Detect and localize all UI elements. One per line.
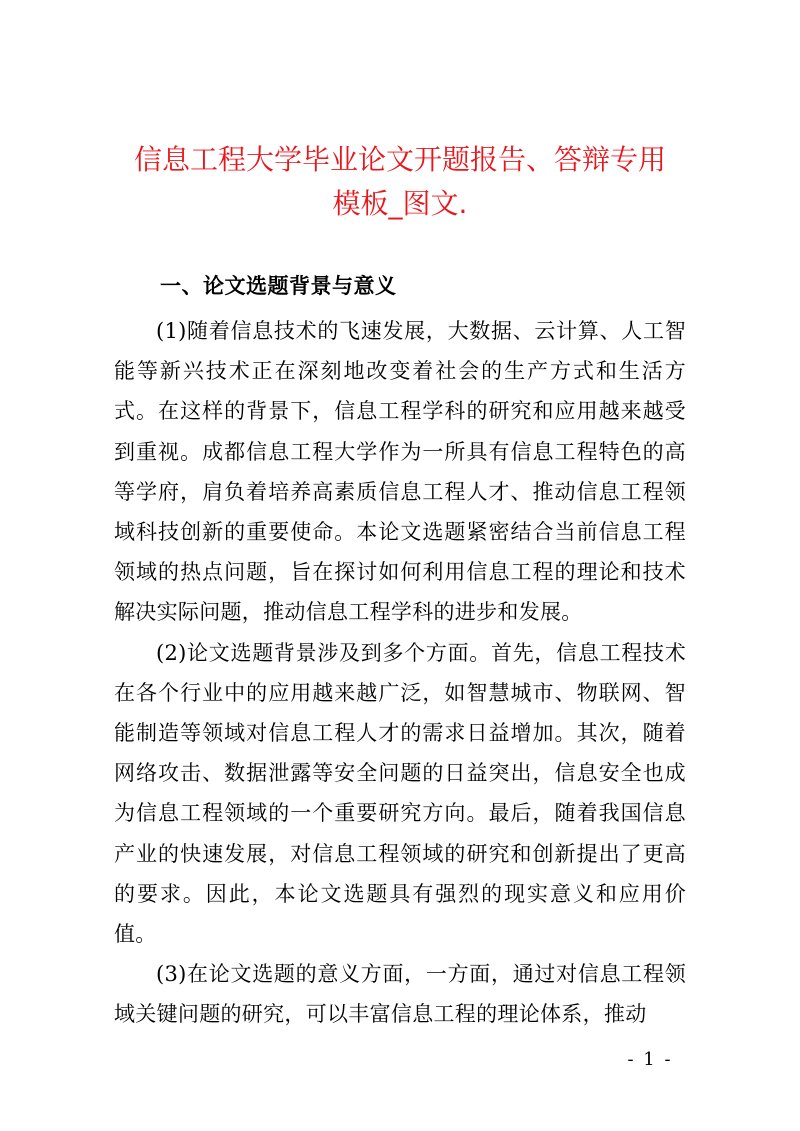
page-title-line-1: 信息工程大学毕业论文开题报告、答辩专用 bbox=[133, 143, 666, 176]
paragraph-2: (2)论文选题背景涉及到多个方面。首先，信息工程技术在各个行业中的应用越来越广泛，如智慧城市、物联网、智能制造等领域对信息工程人才的需求日益增加。其次，随着网络攻击、数据泄露等安全问题的日益突出，信息安全也成为信息工程领域的一个重要研究方向。最后，随着我国信息产业的快速发展，对信息工程领域的研究和创新提出了更高的要求。因此，本论文选题具有强烈的现实意义和应用价值。 bbox=[114, 640, 686, 947]
page-title bbox=[110, 138, 690, 226]
page-title-line-2: 模板_图文. bbox=[332, 187, 468, 220]
section-heading: 一、论文选题背景与意义 bbox=[160, 274, 397, 298]
body-text bbox=[114, 311, 686, 1035]
paragraph-3: (3)在论文选题的意义方面，一方面，通过对信息工程领域关键问题的研究，可以丰富信息工程的理论体系，推动 bbox=[114, 962, 686, 1027]
page-number: - 1 - bbox=[627, 1049, 673, 1070]
paragraph-1: (1)随着信息技术的飞速发展，大数据、云计算、人工智能等新兴技术正在深刻地改变着社会的生产方式和生活方式。在这样的背景下，信息工程学科的研究和应用越来越受到重视。成都信息工程大学作为一所具有信息工程特色的高等学府，肩负着培养高素质信息工程人才、推动信息工程领域科技创新的重要使命。本论文选题紧密结合当前信息工程领域的热点问题，旨在探讨如何利用信息工程的理论和技术解决实际问题，推动信息工程学科的进步和发展。 bbox=[114, 319, 686, 625]
